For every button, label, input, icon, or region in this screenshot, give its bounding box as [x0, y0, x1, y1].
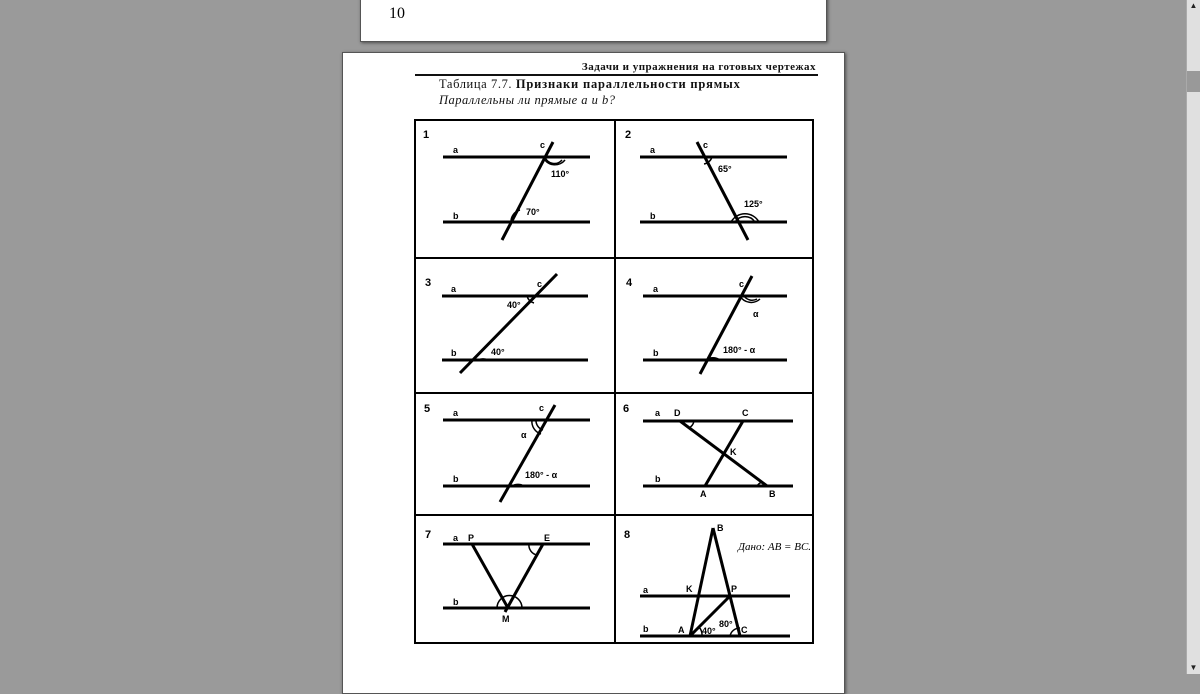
label-C: C	[742, 408, 749, 418]
label-P: P	[731, 584, 738, 594]
cell-number: 3	[425, 277, 432, 289]
label-a: a	[453, 533, 459, 543]
label-E: E	[544, 533, 551, 543]
question: Параллельны ли прямые a и b?	[439, 93, 616, 107]
label-K: K	[730, 447, 737, 457]
cell-number: 4	[626, 277, 633, 289]
label-b: b	[453, 474, 459, 484]
label-B: B	[717, 523, 724, 533]
angle-label: α	[753, 309, 759, 319]
label-A: A	[678, 625, 685, 635]
scroll-down-arrow-icon[interactable]: ▼	[1189, 663, 1198, 672]
cell-number: 8	[624, 529, 631, 541]
label-D: D	[674, 408, 681, 418]
vertical-scrollbar[interactable]	[1186, 0, 1200, 674]
scroll-up-arrow-icon[interactable]: ▲	[1189, 1, 1198, 10]
given-text: Дано: AB = BC.	[738, 541, 812, 553]
label-c: c	[537, 279, 543, 289]
label-M: M	[502, 614, 510, 624]
angle-label: 40°	[507, 300, 521, 310]
table-label: Таблица 7.7.	[439, 77, 513, 91]
cell-number: 2	[625, 129, 632, 141]
angle-label: 180° - α	[525, 470, 558, 480]
cell-number: 1	[423, 129, 430, 141]
angle-label: 40°	[702, 626, 716, 636]
label-a: a	[655, 408, 661, 418]
label-b: b	[453, 211, 459, 221]
label-b: b	[653, 348, 659, 358]
label-b: b	[655, 474, 661, 484]
label-a: a	[650, 145, 656, 155]
table-title-text: Признаки параллельности прямых	[515, 77, 741, 91]
angle-label: 80°	[719, 619, 733, 629]
label-a: a	[453, 145, 459, 155]
label-c: c	[703, 140, 709, 150]
angle-label: 180° - α	[723, 345, 756, 355]
angle-label: 40°	[491, 347, 505, 357]
label-a: a	[643, 585, 649, 595]
label-b: b	[451, 348, 457, 358]
page-number: 10	[389, 5, 405, 22]
cell-number: 6	[623, 403, 630, 415]
angle-label: 70°	[526, 207, 540, 217]
label-P: P	[468, 533, 475, 543]
label-K: K	[686, 584, 693, 594]
cell-number: 5	[424, 403, 431, 415]
label-a: a	[653, 284, 659, 294]
angle-label: 110°	[551, 169, 570, 179]
label-c: c	[739, 279, 745, 289]
label-a: a	[453, 408, 459, 418]
angle-label: α	[521, 430, 527, 440]
running-head: Задачи и упражнения на готовых чертежах	[581, 61, 816, 73]
label-b: b	[453, 597, 459, 607]
cell-number: 7	[425, 529, 432, 541]
scroll-thumb[interactable]	[1187, 71, 1200, 92]
label-b: b	[650, 211, 656, 221]
angle-label: 125°	[744, 199, 763, 209]
label-b: b	[643, 624, 649, 634]
label-c: c	[540, 140, 546, 150]
label-C: C	[741, 625, 748, 635]
label-a: a	[451, 284, 457, 294]
label-c: c	[539, 403, 545, 413]
angle-label: 65°	[718, 164, 732, 174]
label-B: B	[769, 489, 776, 499]
label-A: A	[700, 489, 707, 499]
